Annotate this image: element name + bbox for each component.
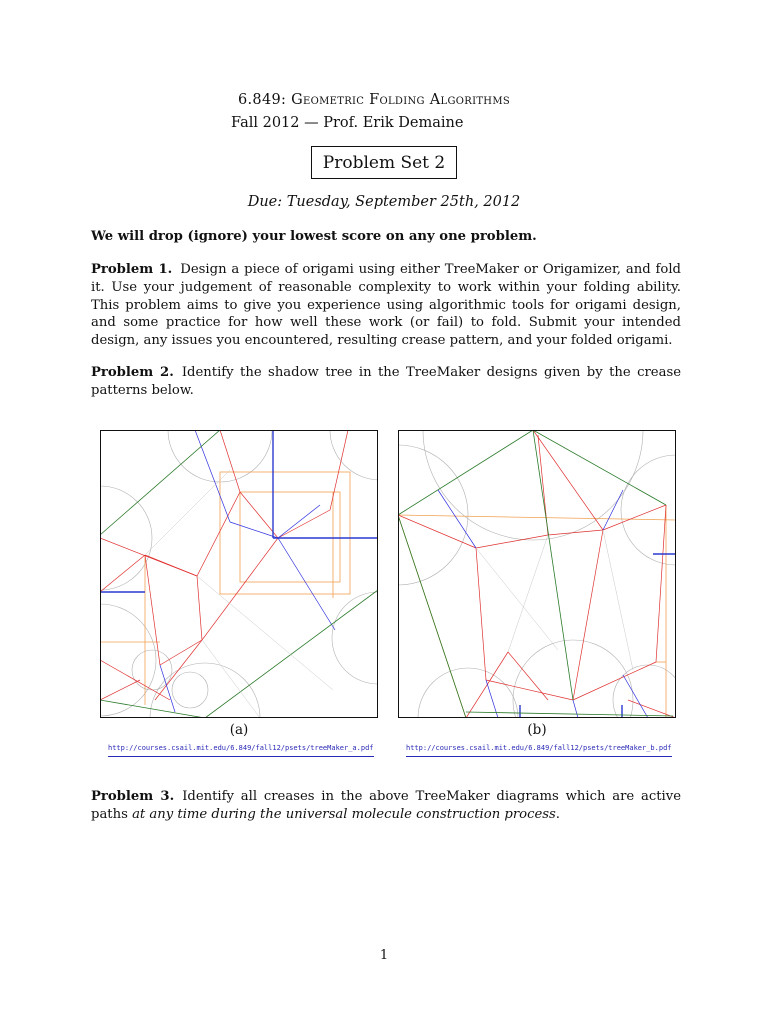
problem-2 [91,364,681,400]
figure-b-caption: (b) [527,722,547,738]
figure-a-link[interactable]: http://courses.csail.mit.edu/6.849/fall12/psets/treeMaker_a.pdf [108,744,374,757]
crease-pattern-a-drawing [100,430,378,718]
term-instructor: Fall 2012 — Prof. Erik Demaine [231,115,464,131]
problem-set-title-text: Problem Set 2 [322,152,446,173]
problem-3-label: Problem 3. [91,789,175,804]
problem-3 [91,788,681,824]
due-date: Due: Tuesday, September 25th, 2012 [247,194,521,210]
crease-pattern-b-drawing [398,430,676,718]
problem-3-text: Identify all creases in the above TreeMaker diagrams which are active paths [91,789,681,822]
problem-1-text: Design a piece of origami using either TreeMaker or Origamizer, and fold it. Use your judgement of reasonable complexity to work within your folding ability. This problem aims to give you experience using algorithmic tools for origami design, and some practice for how well these work (or fail) to fold. Submit your intended design, any issues you encountered, resulting crease pattern, and your folded origami. [91,262,681,349]
figure-b-link[interactable]: http://courses.csail.mit.edu/6.849/fall12/psets/treeMaker_b.pdf [406,744,672,757]
crease-pattern-b [398,430,676,718]
page-number: 1 [379,948,389,963]
crease-pattern-a [100,430,378,718]
figure-a-caption: (a) [229,722,249,738]
problem-1-label: Problem 1. [91,262,173,277]
problem-1 [91,261,681,350]
problem-2-text: Identify the shadow tree in the TreeMaker designs given by the crease patterns below. [91,365,682,398]
course-title: 6.849: Geometric Folding Algorithms [238,92,511,108]
problem-2-label: Problem 2. [91,365,174,380]
problem-3-end: . [555,806,560,822]
problem-3-emphasis: at any time during the universal molecule construction process [132,806,556,822]
problem-set-title [311,146,457,179]
grading-note: We will drop (ignore) your lowest score on any one problem. [91,229,537,244]
